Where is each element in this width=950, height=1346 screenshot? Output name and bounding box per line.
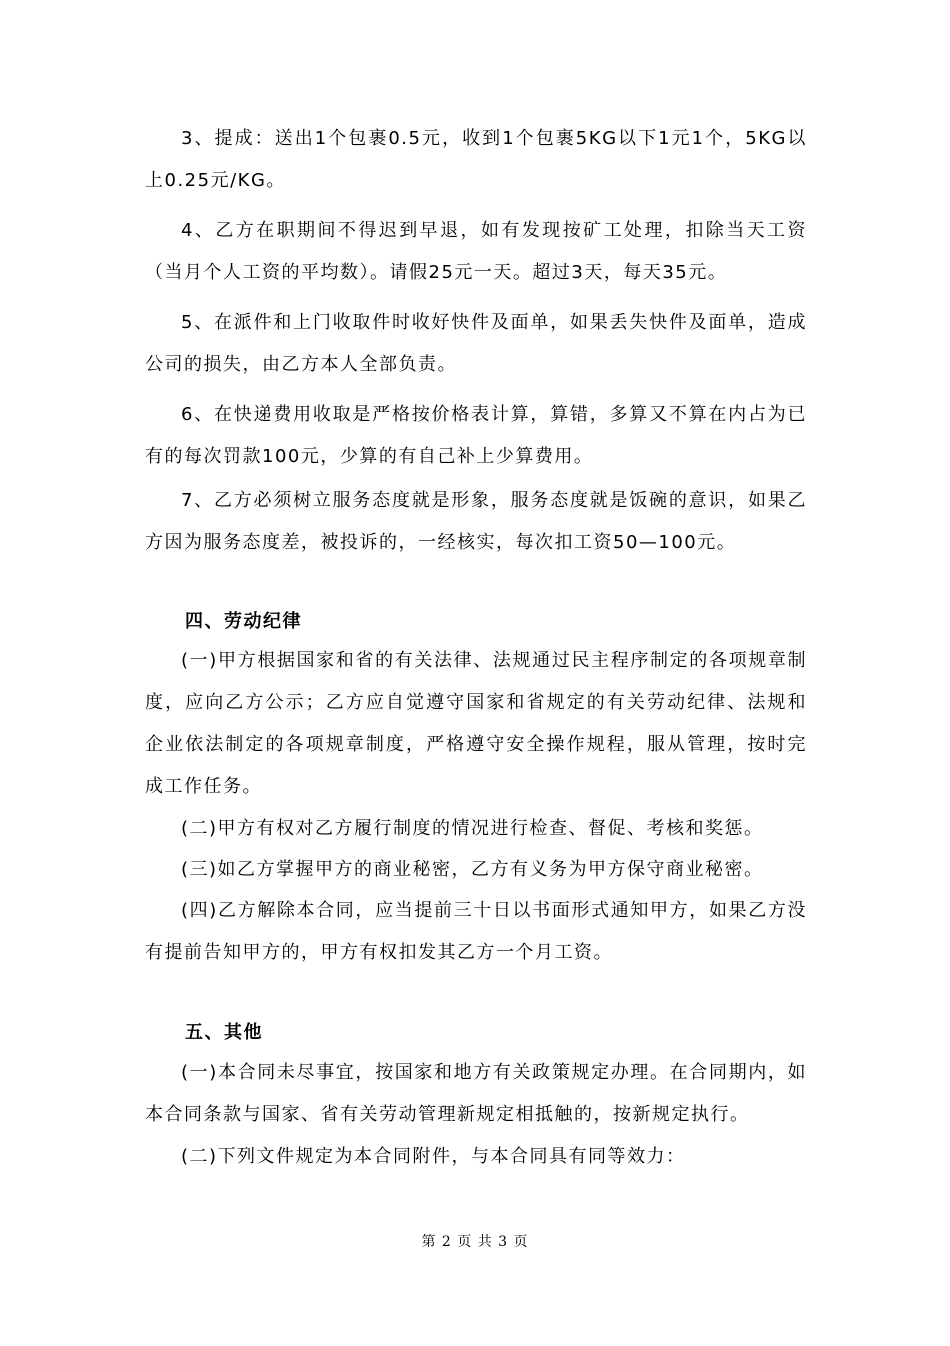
paragraph-other-1: (一)本合同未尽事宜，按国家和地方有关政策规定办理。在合同期内，如本合同条款与国家、省有关劳动管理新规定相抵触的，按新规定执行。 — [145, 1062, 807, 1125]
paragraph-discipline-3: (三)如乙方掌握甲方的商业秘密，乙方有义务为甲方保守商业秘密。 — [181, 859, 764, 880]
paragraph-discipline-4: (四)乙方解除本合同，应当提前三十日以书面形式通知甲方，如果乙方没有提前告知甲方的，甲方有权扣发其乙方一个月工资。 — [145, 900, 807, 963]
page-number-footer: 第 2 页 共 3 页 — [421, 1234, 529, 1250]
paragraph-attendance: 4、乙方在职期间不得迟到早退，如有发现按矿工处理，扣除当天工资（当月个人工资的平均数）。请假25元一天。超过3天，每天35元。 — [145, 220, 807, 283]
section-heading-other: 五、其他 — [185, 1022, 263, 1043]
paragraph-fee-calculation: 6、在快递费用收取是严格按价格表计算，算错，多算又不算在内占为已有的每次罚款100元，少算的有自己补上少算费用。 — [145, 404, 807, 467]
paragraph-discipline-2: (二)甲方有权对乙方履行制度的情况进行检查、督促、考核和奖惩。 — [181, 818, 764, 839]
paragraph-commission: 3、提成：送出1个包裹0.5元，收到1个包裹5KG以下1元1个，5KG以上0.25元/KG。 — [145, 128, 807, 191]
paragraph-other-2: (二)下列文件规定为本合同附件，与本合同具有同等效力： — [181, 1146, 686, 1167]
paragraph-discipline-1: (一)甲方根据国家和省的有关法律、法规通过民主程序制定的各项规章制度，应向乙方公示；乙方应自觉遵守国家和省规定的有关劳动纪律、法规和企业依法制定的各项规章制度，严格遵守安全操作规程，服从管理，按时完成工作任务。 — [145, 650, 807, 797]
paragraph-service-attitude: 7、乙方必须树立服务态度就是形象，服务态度就是饭碗的意识，如果乙方因为服务态度差，被投诉的，一经核实，每次扣工资50—100元。 — [145, 490, 807, 553]
section-heading-labor-discipline: 四、劳动纪律 — [185, 611, 302, 632]
paragraph-package-loss: 5、在派件和上门收取件时收好快件及面单，如果丢失快件及面单，造成公司的损失，由乙方本人全部负责。 — [145, 312, 807, 375]
